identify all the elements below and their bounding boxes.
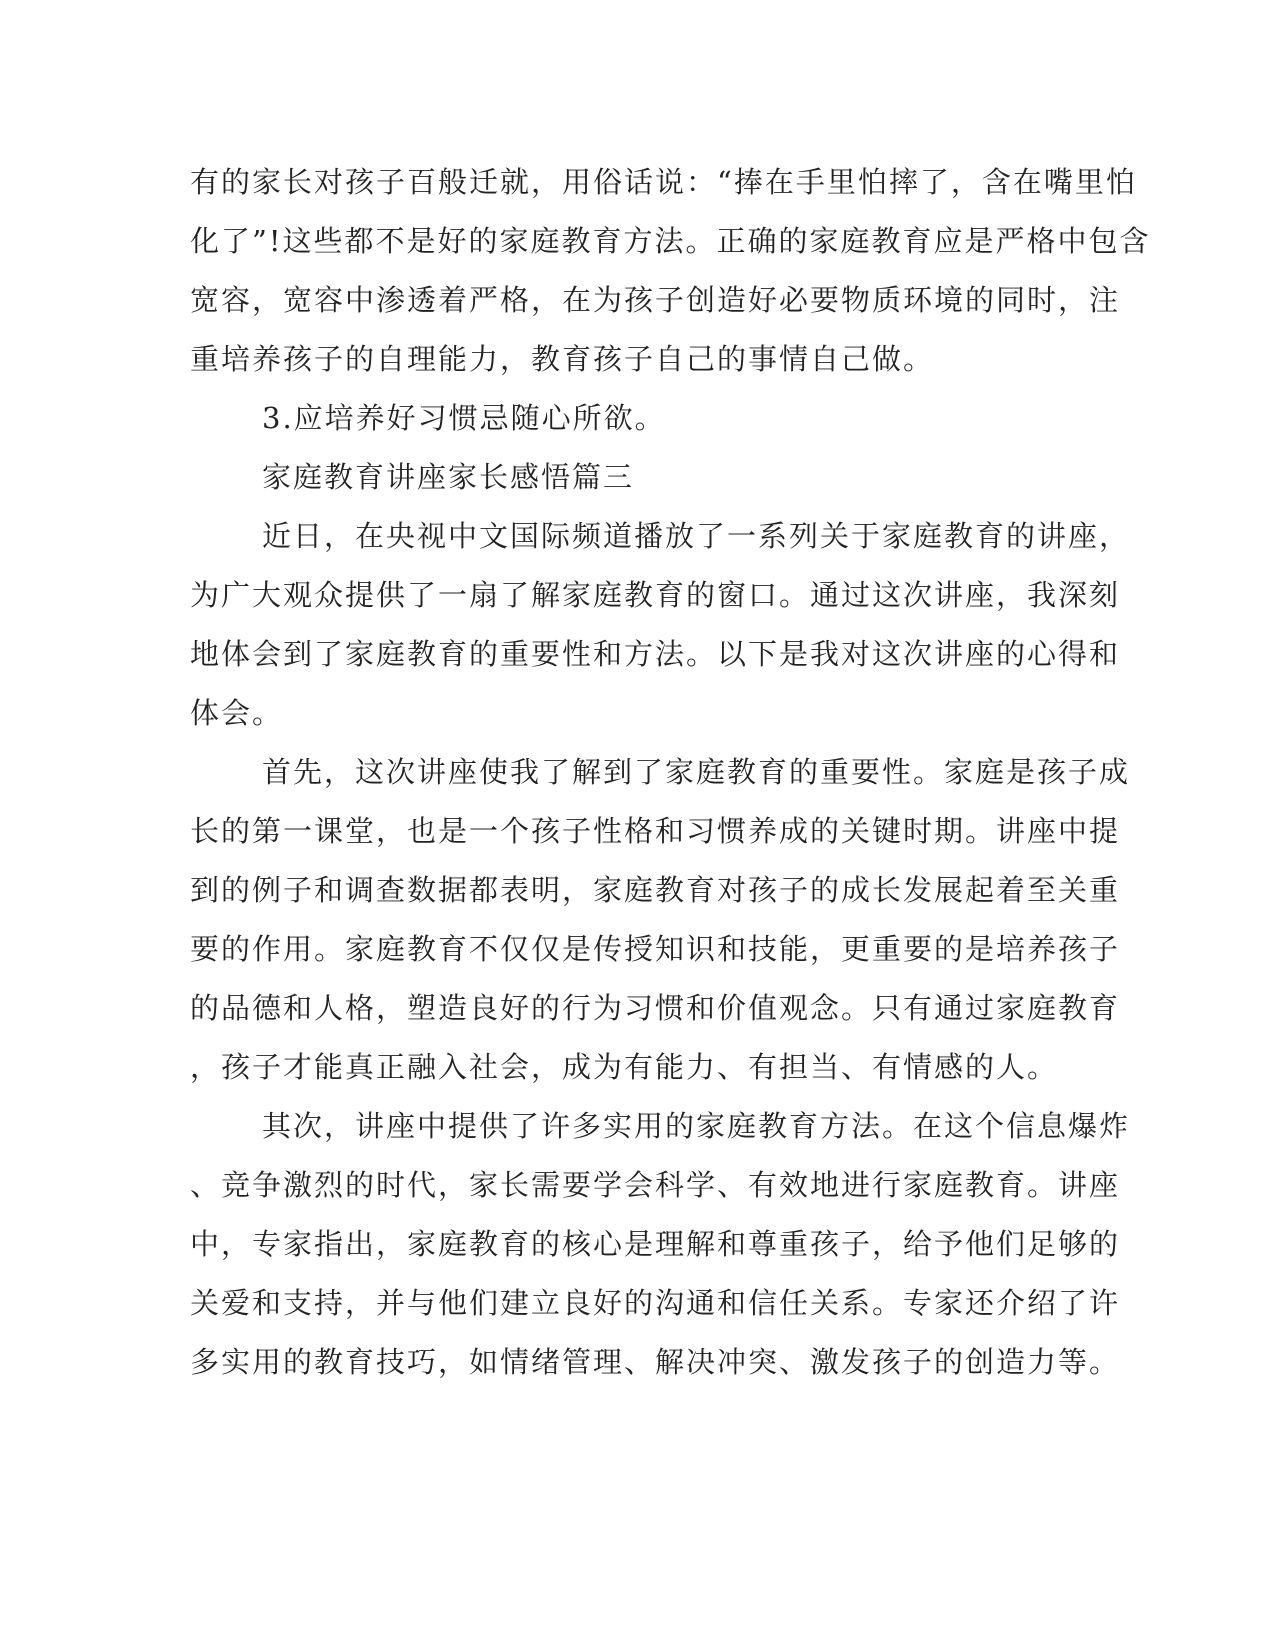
text-line: 其次，讲座中提供了许多实用的家庭教育方法。在这个信息爆炸 — [262, 1109, 1131, 1143]
text-line: 重培养孩子的自理能力，教育孩子自己的事情自己做。 — [190, 342, 935, 376]
text-line: 近日，在央视中文国际频道播放了一系列关于家庭教育的讲座， — [262, 519, 1131, 553]
text-line: 多实用的教育技巧，如情绪管理、解决冲突、激发孩子的创造力等。 — [190, 1345, 1121, 1379]
text-line: ，孩子才能真正融入社会，成为有能力、有担当、有情感的人。 — [190, 1050, 1059, 1084]
text-line: 要的作用。家庭教育不仅仅是传授知识和技能，更重要的是培养孩子 — [190, 932, 1121, 966]
text-line: 关爱和支持，并与他们建立良好的沟通和信任关系。专家还介绍了许 — [190, 1286, 1121, 1320]
text-line: 的品德和人格，塑造良好的行为习惯和价值观念。只有通过家庭教育 — [190, 991, 1121, 1025]
text-line: 宽容，宽容中渗透着严格，在为孩子创造好必要物质环境的同时，注 — [190, 283, 1121, 317]
text-line: 地体会到了家庭教育的重要性和方法。以下是我对这次讲座的心得和 — [190, 637, 1121, 671]
text-line: 有的家长对孩子百般迁就，用俗话说：“捧在手里怕摔了，含在嘴里怕 — [190, 165, 1137, 199]
text-line: 体会。 — [190, 696, 284, 730]
text-line: 化了”!这些都不是好的家庭教育方法。正确的家庭教育应是严格中包含 — [190, 224, 1151, 258]
text-line: 到的例子和调查数据都表明，家庭教育对孩子的成长发展起着至关重 — [190, 873, 1121, 907]
section-title: 家庭教育讲座家长感悟篇三 — [262, 460, 635, 494]
list-item-heading: 3.应培养好习惯忌随心所欲。 — [262, 401, 666, 435]
text-line: 为广大观众提供了一扇了解家庭教育的窗口。通过这次讲座，我深刻 — [190, 578, 1121, 612]
text-line: 首先，这次讲座使我了解到了家庭教育的重要性。家庭是孩子成 — [262, 755, 1131, 789]
text-line: 长的第一课堂，也是一个孩子性格和习惯养成的关键时期。讲座中提 — [190, 814, 1121, 848]
text-line: 、竞争激烈的时代，家长需要学会科学、有效地进行家庭教育。讲座 — [190, 1168, 1121, 1202]
text-line: 中，专家指出，家庭教育的核心是理解和尊重孩子，给予他们足够的 — [190, 1227, 1121, 1261]
